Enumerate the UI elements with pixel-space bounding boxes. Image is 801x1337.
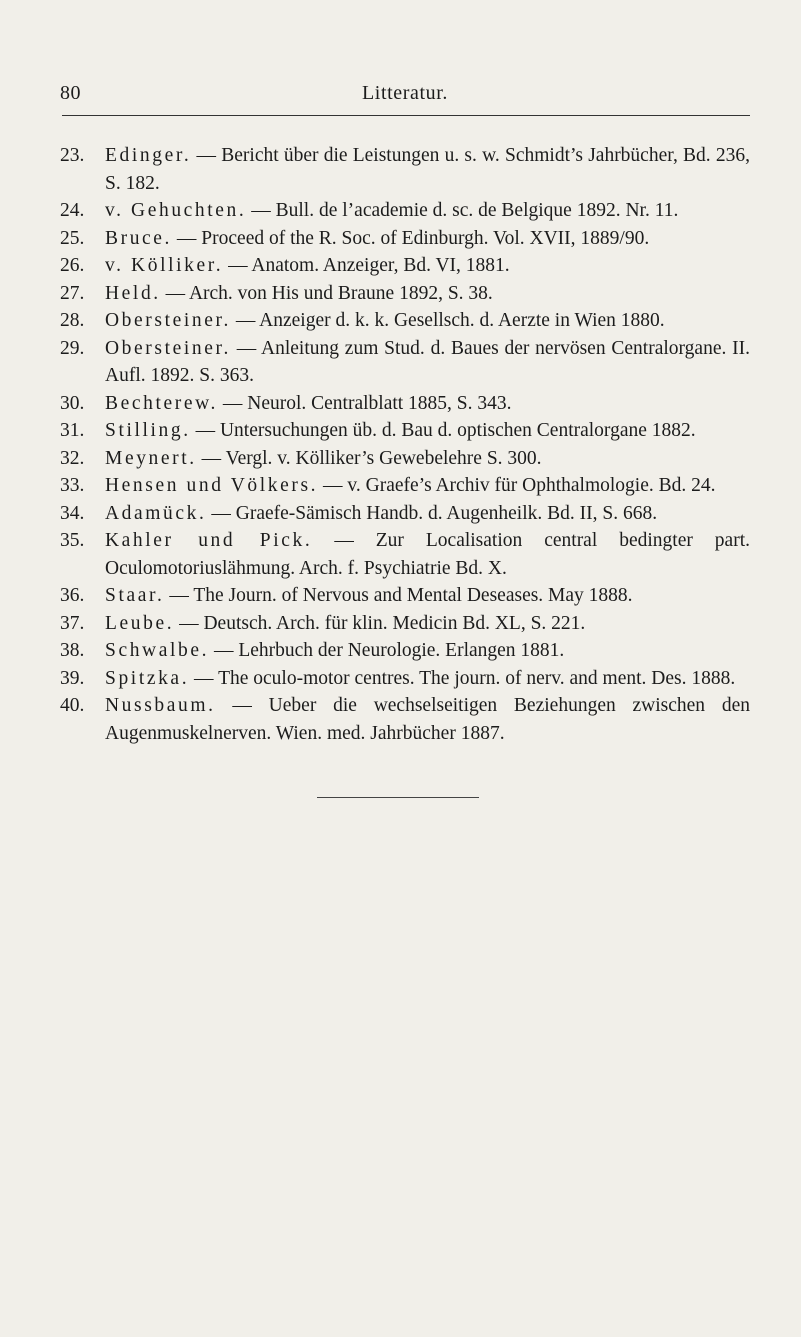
reference-text: — Bull. de l’academie d. sc. de Belgique 1892. Nr. 11. xyxy=(251,200,679,221)
reference-item xyxy=(60,142,750,197)
reference-text: — Bericht über die Leistungen u. s. w. Schmidt’s Jahrbücher, Bd. 236, S. 182. xyxy=(105,145,751,194)
reference-author: Kahler und Pick. xyxy=(105,530,313,551)
reference-text: — Arch. von His und Braune 1892, S. 38. xyxy=(165,282,493,304)
reference-text: — The Journ. of Nervous and Mental Deseases. May 1888. xyxy=(169,585,633,606)
reference-text: — v. Graefe’s Archiv für Ophthalmologie. Bd. 24. xyxy=(323,475,716,496)
reference-number: 34. xyxy=(60,502,85,524)
header-rule xyxy=(62,115,750,116)
reference-number: 40. xyxy=(60,695,85,716)
reference-author: Held. xyxy=(105,282,161,304)
reference-text: — The oculo-motor centres. The journ. of nerv. and ment. Des. 1888. xyxy=(194,667,736,689)
page-header xyxy=(60,82,750,114)
reference-item xyxy=(60,390,750,418)
reference-item xyxy=(60,637,750,665)
reference-text: — Ueber die wechselseitigen Beziehungen zwischen den Augenmuskelnerven. Wien. med. Jahrbücher 1887. xyxy=(105,695,750,744)
reference-number: 31. xyxy=(60,420,85,441)
reference-text: — Untersuchungen üb. d. Bau d. optischen Centralorgane 1882. xyxy=(195,420,696,441)
reference-author: Meynert. xyxy=(105,447,197,469)
reference-text: — Proceed of the R. Soc. of Edinburgh. Vol. XVII, 1889/90. xyxy=(176,227,650,249)
reference-item xyxy=(60,417,750,445)
reference-number: 38. xyxy=(60,640,85,661)
page-number: 80 xyxy=(60,82,81,104)
running-title: Litteratur. xyxy=(361,82,448,104)
reference-text: — Zur Localisation central bedingter part. Oculomotoriuslähmung. Arch. f. Psychiatrie Bd. X. xyxy=(105,530,750,579)
reference-number: 29. xyxy=(60,337,85,359)
reference-item xyxy=(60,280,750,308)
reference-number: 30. xyxy=(60,392,85,414)
reference-number: 23. xyxy=(60,145,85,166)
reference-text: — Neurol. Centralblatt 1885, S. 343. xyxy=(222,392,512,414)
reference-author: v. Gehuchten. xyxy=(105,200,247,221)
reference-item xyxy=(60,197,750,225)
reference-author: Edinger. xyxy=(105,145,192,166)
reference-text: — Lehrbuch der Neurologie. Erlangen 1881. xyxy=(213,640,565,661)
reference-text: — Anleitung zum Stud. d. Baues der nervösen Centralorgane. II. Aufl. 1892. S. 363. xyxy=(105,337,751,386)
reference-text: — Vergl. v. Kölliker’s Gewebelehre S. 300. xyxy=(201,447,542,469)
reference-number: 32. xyxy=(60,447,85,469)
reference-item xyxy=(60,500,750,528)
reference-number: 35. xyxy=(60,530,85,551)
reference-author: Hensen und Völkers. xyxy=(105,475,319,496)
reference-text: — Deutsch. Arch. für klin. Medicin Bd. XL, S. 221. xyxy=(179,612,586,634)
reference-author: Schwalbe. xyxy=(105,640,210,661)
reference-author: Nussbaum. xyxy=(105,695,216,716)
reference-item xyxy=(60,692,750,747)
reference-author: Spitzka. xyxy=(105,667,190,689)
reference-author: v. Kölliker. xyxy=(105,255,224,276)
reference-item xyxy=(60,665,750,693)
reference-author: Bruce. xyxy=(105,227,173,249)
reference-item xyxy=(60,527,750,582)
reference-author: Stilling. xyxy=(105,420,191,441)
section-end-rule xyxy=(317,797,479,798)
reference-item xyxy=(60,252,750,280)
reference-author: Bechterew. xyxy=(105,392,218,414)
reference-author: Obersteiner. xyxy=(105,310,231,331)
reference-number: 25. xyxy=(60,227,85,249)
reference-author: Adamück. xyxy=(105,502,207,524)
reference-number: 24. xyxy=(60,200,85,221)
reference-number: 33. xyxy=(60,475,85,496)
reference-item xyxy=(60,335,750,390)
reference-number: 26. xyxy=(60,255,85,276)
reference-list xyxy=(60,142,750,747)
reference-item xyxy=(60,610,750,638)
reference-number: 36. xyxy=(60,585,85,606)
reference-number: 27. xyxy=(60,282,85,304)
reference-item xyxy=(60,225,750,253)
reference-number: 28. xyxy=(60,310,85,331)
reference-number: 37. xyxy=(60,612,85,634)
reference-text: — Anzeiger d. k. k. Gesellsch. d. Aerzte in Wien 1880. xyxy=(235,310,665,331)
reference-author: Obersteiner. xyxy=(105,337,231,359)
reference-item xyxy=(60,472,750,500)
reference-item xyxy=(60,307,750,335)
reference-text: — Graefe-Sämisch Handb. d. Augenheilk. Bd. II, S. 668. xyxy=(211,502,658,524)
reference-number: 39. xyxy=(60,667,85,689)
reference-author: Staar. xyxy=(105,585,165,606)
reference-text: — Anatom. Anzeiger, Bd. VI, 1881. xyxy=(228,255,510,276)
reference-item xyxy=(60,582,750,610)
reference-item xyxy=(60,445,750,473)
reference-author: Leube. xyxy=(105,612,175,634)
